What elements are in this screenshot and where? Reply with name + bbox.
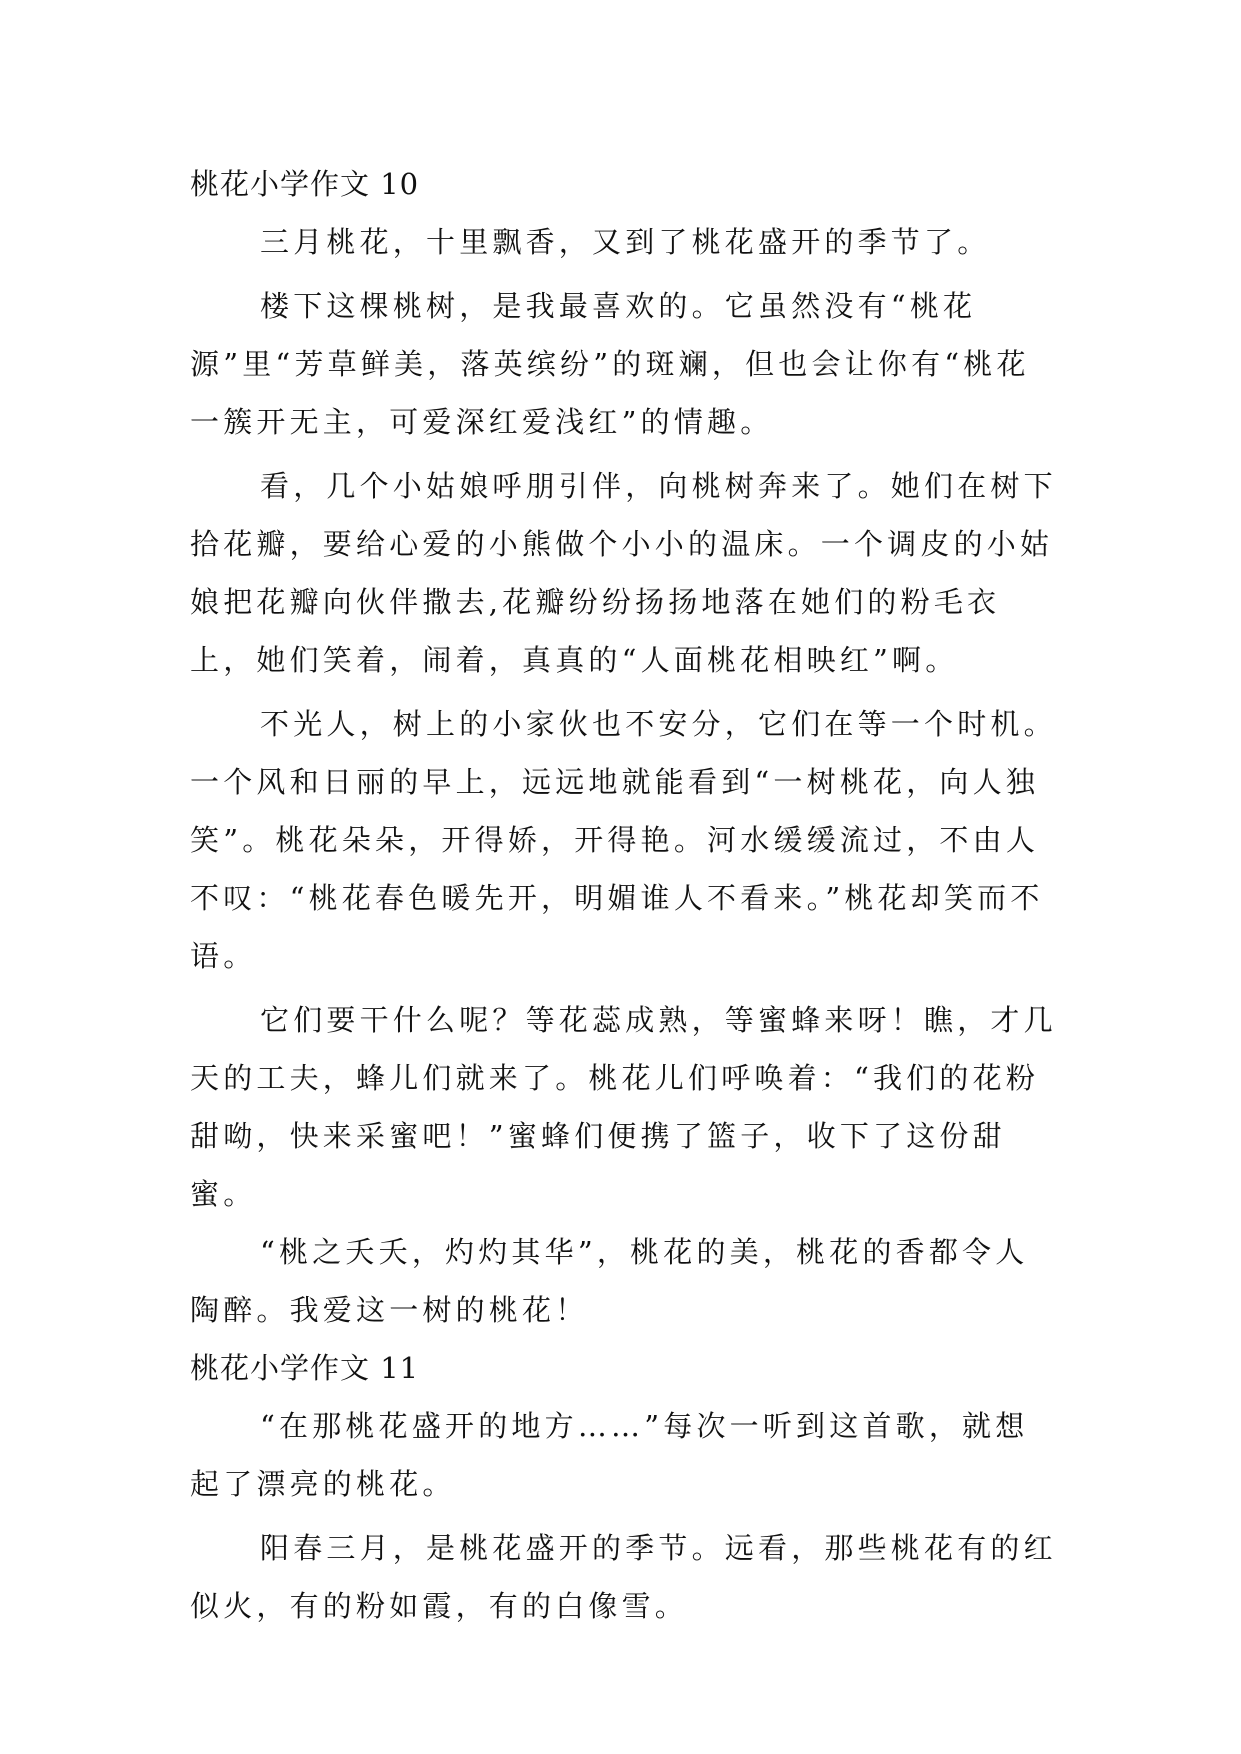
- essay-paragraph: 楼下这棵桃树，是我最喜欢的。它虽然没有“桃花源”里“芳草鲜美，落英缤纷”的斑斓，但也会让你有“桃花一簇开无主，可爱深红爱浅红”的情趣。: [190, 289, 1030, 439]
- essay-paragraph: “桃之夭夭，灼灼其华”，桃花的美，桃花的香都令人陶醉。我爱这一树的桃花！: [190, 1235, 1029, 1327]
- essay-paragraph: 看，几个小姑娘呼朋引伴，向桃树奔来了。她们在树下拾花瓣，要给心爱的小熊做个小小的温床。一个调皮的小姑娘把花瓣向伙伴撒去,花瓣纷纷扬扬地落在她们的粉毛衣上，她们笑着，闹着，真真的“人面桃花相映红”啊。: [190, 469, 1057, 677]
- essay-paragraph: 三月桃花，十里飘香，又到了桃花盛开的季节了。: [260, 225, 991, 259]
- essay-title: 桃花小学作文 11: [190, 1351, 420, 1385]
- essay-paragraph: 阳春三月，是桃花盛开的季节。远看，那些桃花有的红似火，有的粉如霞，有的白像雪。: [190, 1531, 1057, 1623]
- essay-title: 桃花小学作文 10: [190, 167, 420, 201]
- essay-paragraph: “在那桃花盛开的地方……”每次一听到这首歌，就想起了漂亮的桃花。: [190, 1409, 1029, 1501]
- essay-paragraph: 它们要干什么呢？等花蕊成熟，等蜜蜂来呀！瞧，才几天的工夫，蜂儿们就来了。桃花儿们呼唤着：“我们的花粉甜呦，快来采蜜吧！”蜜蜂们便携了篮子，收下了这份甜蜜。: [190, 1003, 1057, 1211]
- essay-paragraph: 不光人，树上的小家伙也不安分，它们在等一个时机。一个风和日丽的早上，远远地就能看到“一树桃花，向人独笑”。桃花朵朵，开得娇，开得艳。河水缓缓流过，不由人不叹：“桃花春色暖先开，明媚谁人不看来。”桃花却笑而不语。: [190, 707, 1057, 973]
- document-page: [190, 155, 1060, 1635]
